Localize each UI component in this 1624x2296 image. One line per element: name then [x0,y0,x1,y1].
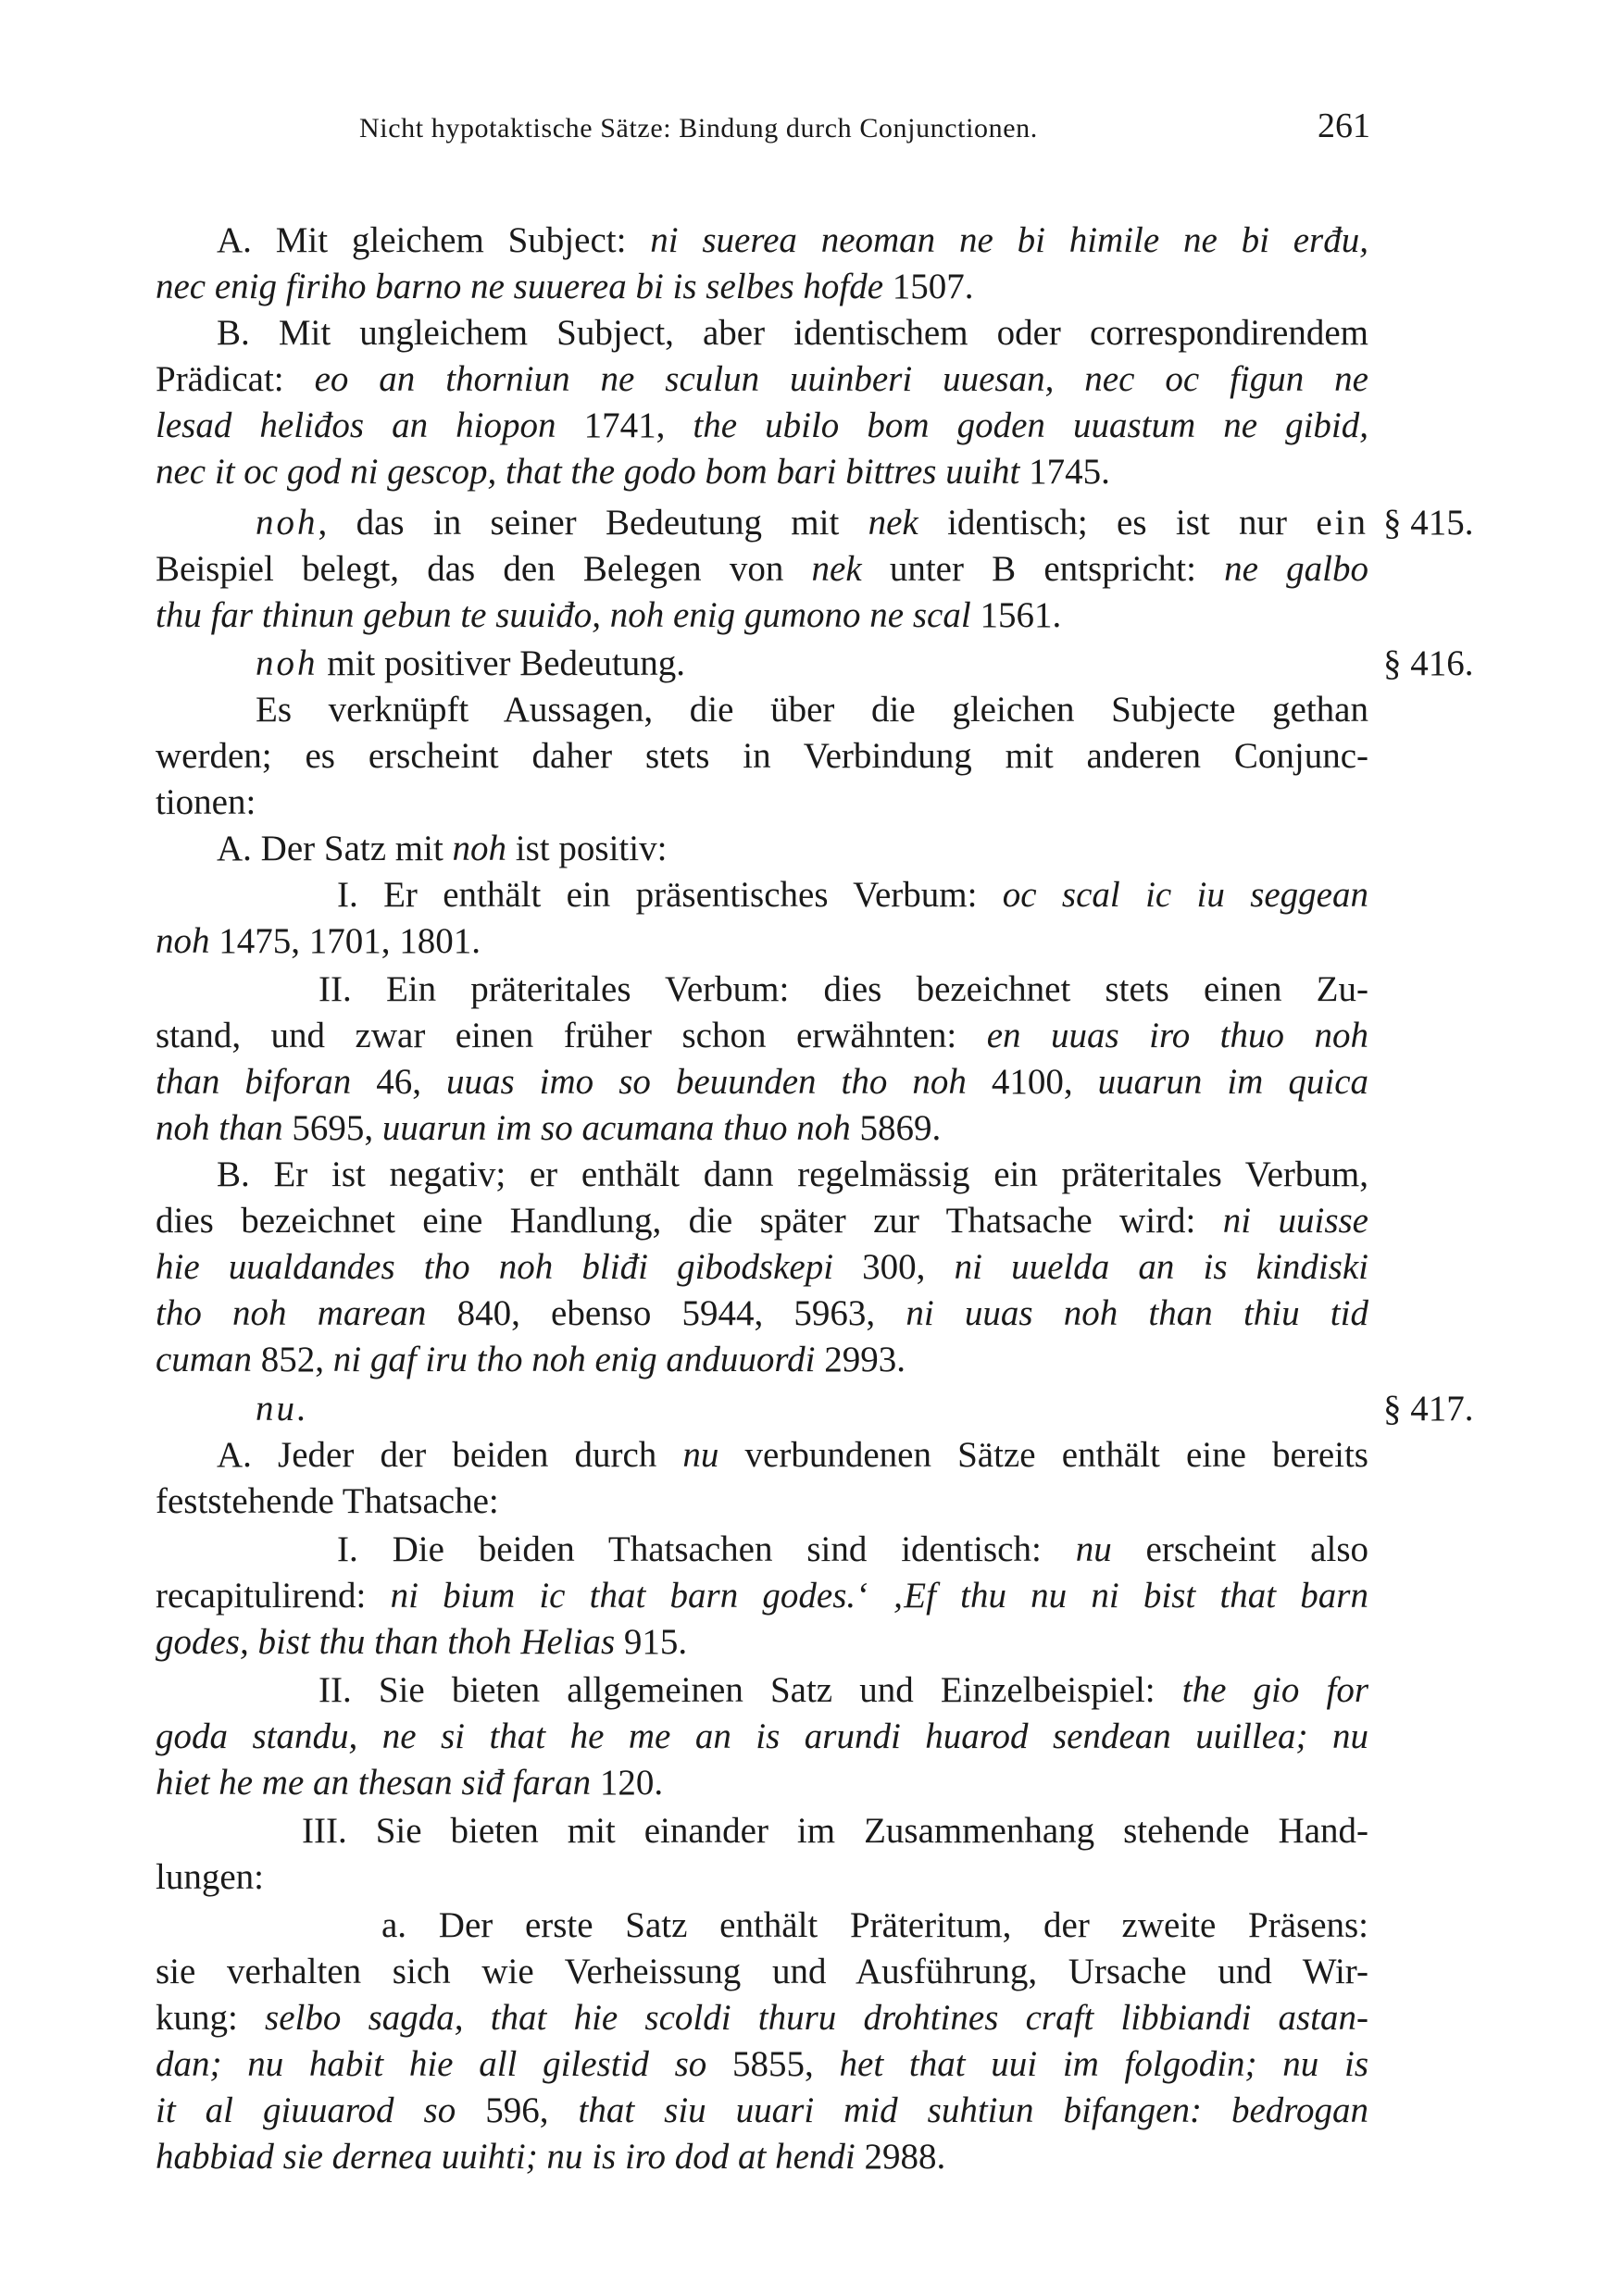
text-segment: kung: [156,1998,266,2038]
text-line [381,1903,1368,1949]
text-segment: selbo sagda, that hie scoldi thuru drohtines craft libbiandi astan- [265,1998,1368,2038]
text-segment: uuarun im quica [1097,1062,1369,1102]
text-segment: nek [868,503,918,543]
section-marker: § 417. [1383,1389,1474,1429]
text-segment: nec enig firiho barno ne suuerea bi is selbes hofde [156,267,884,306]
text-segment: 300, [833,1247,955,1287]
text-line [156,1244,1368,1291]
text-segment: 1745. [1019,452,1110,492]
page-number: 261 [1318,106,1370,145]
text-segment: cuman [156,1340,252,1379]
text-segment: sie verhalten sich wie Verheissung und Ausführung, Ursache und Wir- [156,1952,1368,1991]
text-line [217,1432,1368,1479]
text-line [156,403,1368,449]
text-line [337,1527,1368,1573]
text-segment: Jeder der beiden durch [278,1435,683,1475]
text-line [337,872,1368,918]
text-line [319,1667,1368,1714]
text-segment: erscheint also [1111,1529,1368,1569]
text-segment: oc scal ic iu seggean [1002,875,1368,915]
running-head: Nicht hypotaktische Sätze: Bindung durch Conjunctionen. [359,113,1038,144]
text-line [156,1949,1368,1995]
text-line [156,1714,1368,1760]
text-line [156,1105,1368,1152]
text-segment: Der Satz mit [260,829,453,868]
text-segment: 5869. [850,1108,942,1148]
text-segment: tionen: [156,782,256,822]
text-segment: Der erste Satz enthält Präteritum, der zweite Präsens: [438,1905,1369,1945]
text-line [156,1760,1368,1806]
text-line [156,1337,1368,1383]
text-segment: that siu uuari mid suhtiun bifangen: bedrogan [578,2090,1369,2130]
text-segment: godes, bist thu than thoh Helias [156,1622,616,1662]
text-segment: dies bezeichnet eine Handlung, die später zur Thatsache wird: [156,1201,1223,1241]
text-segment: nec it oc god ni gescop, that the godo bom bari bittres uuiht [156,452,1020,492]
text-line [156,1198,1368,1244]
text-line [156,918,1368,965]
text-line [156,1854,1368,1901]
text-segment: het that uui im folgodin; nu is [839,2044,1368,2084]
text-segment: ni bium ic that barn godes.‘ ‚Ef thu nu ni bist that barn [390,1576,1368,1616]
text-segment: Prädicat: [156,359,315,399]
text-line [156,1059,1368,1105]
text-segment: II. [319,1670,379,1710]
text-segment: 120. [591,1763,664,1803]
text-line [156,449,1368,495]
text-segment: II. [319,969,386,1009]
text-segment: dan; nu habit hie all gilestid so [156,2044,707,2084]
text-segment: en uuas iro thuo noh [986,1016,1369,1055]
text-segment: eo an thorniun ne sculun uuinberi uuesan, nec oc figun ne [314,359,1368,399]
text-segment: Mit ungleichem Subject, aber identischem oder correspondirendem [278,313,1369,353]
text-segment: nu [1075,1529,1112,1569]
text-segment: lungen: [156,1857,264,1897]
section-marker: § 416. [1383,643,1474,683]
text-segment: ni gaf iru tho noh enig anduuordi [332,1340,816,1379]
text-segment: verbundenen Sätze enthält eine bereits [718,1435,1368,1475]
text-segment: 852, [251,1340,333,1379]
text-segment: Beispiel belegt, das den Belegen von [156,549,812,589]
text-line [217,310,1368,356]
text-line [156,2134,1368,2180]
text-segment: 596, [456,2090,579,2130]
text-segment: Ein präteritales Verbum: dies bezeichnet stets einen Zu- [385,969,1368,1009]
text-segment: Er enthält ein präsentisches Verbum: [383,875,1003,915]
text-segment: a. [381,1905,439,1945]
text-line [302,1808,1368,1854]
text-segment: ni uuelda an is kindiski [954,1247,1368,1287]
text-line [156,1479,1368,1525]
text-segment: the ubilo bom goden uuastum ne gibid, [693,406,1368,445]
text-segment: tho noh marean [156,1293,427,1333]
text-line [156,1291,1368,1337]
text-segment: 915. [615,1622,688,1662]
text-segment: 1741, [556,406,693,445]
text-segment: the gio for [1181,1670,1369,1710]
text-segment: nu. [256,1389,309,1429]
text-segment: noh [156,921,210,961]
text-line [256,1386,1368,1432]
text-segment: 1561. [970,595,1062,635]
text-segment: A. [217,220,276,260]
text-segment: 2988. [855,2137,946,2177]
text-segment: goda standu, ne si that he me an is arundi huarod sendean uuillea; nu [156,1716,1368,1756]
text-segment: stand, und zwar einen früher schon erwähnten: [156,1016,987,1055]
text-segment: ne galbo [1224,549,1368,589]
text-line [156,733,1368,780]
text-segment: nu [682,1435,719,1475]
text-segment: Es verknüpft Aussagen, die über die gleichen Subjecte gethan [256,690,1368,730]
text-line [156,1619,1368,1666]
text-segment: III. [302,1811,376,1851]
text-segment: werden; es erscheint daher stets in Verbindung mit anderen Conjunc- [156,736,1368,776]
text-segment: A. [217,1435,279,1475]
text-segment: 5855, [706,2044,840,2084]
text-line [156,264,1368,310]
text-segment: Sie bieten mit einander im Zusammenhang stehende Hand- [375,1811,1369,1851]
text-segment: than biforan [156,1062,352,1102]
text-line [156,2041,1368,2088]
text-segment: B. [217,313,279,353]
text-segment: Mit gleichem Subject: [275,220,651,260]
text-segment: it al giuuarod so [156,2090,456,2130]
text-segment: noh [256,643,319,683]
text-line [156,1013,1368,1059]
text-segment: lesad heliđos an hiopon [156,406,556,445]
text-segment: feststehende Thatsache: [156,1481,499,1521]
text-segment: , das in seiner Bedeutung mit [318,503,868,543]
text-line [217,1152,1368,1198]
text-segment: thu far thinun gebun te suuiđo, noh enig gumono ne scal [156,595,971,635]
text-segment: A. [217,829,261,868]
text-line [217,218,1368,264]
text-segment: 5695, [282,1108,382,1148]
text-segment: habbiad sie dernea uuihti; nu is iro dod at hendi [156,2137,856,2177]
text-line [156,593,1368,639]
text-segment: Die beiden Thatsachen sind identisch: [392,1529,1076,1569]
text-segment: unter B entspricht: [861,549,1225,589]
text-line [256,641,1368,687]
text-segment: hie uualdandes tho noh bliđi gibodskepi [156,1247,834,1287]
text-line [156,780,1368,826]
text-segment: mit positiver Bedeutung. [318,643,685,683]
text-line [217,826,1368,872]
text-line [156,356,1368,403]
text-line [256,687,1368,733]
text-segment: hiet he me an thesan siđ faran [156,1763,592,1803]
text-segment: noh [452,829,507,868]
text-line [156,2088,1368,2134]
text-segment: 4100, [966,1062,1098,1102]
text-segment: ni uuas noh than thiu tid [906,1293,1368,1333]
text-segment: uuas imo so beuunden tho noh [445,1062,967,1102]
text-line [256,500,1368,546]
text-segment: 46, [351,1062,446,1102]
text-segment: noh [256,503,319,543]
text-segment: Er ist negativ; er enthält dann regelmässig ein präteritales Verbum, [273,1154,1368,1194]
text-segment: identisch; es ist nur [918,503,1317,543]
text-segment: ist positiv: [506,829,668,868]
text-segment: 840, ebenso 5944, 5963, [426,1293,906,1333]
text-line [156,1573,1368,1619]
text-line [156,1995,1368,2041]
text-segment: ni suerea neoman ne bi himile ne bi erđu, [650,220,1368,260]
text-segment: 1475, 1701, 1801. [209,921,481,961]
text-segment: nek [811,549,862,589]
text-segment: B. [217,1154,274,1194]
text-segment: noh than [156,1108,283,1148]
section-marker: § 415. [1383,503,1474,543]
text-segment: Sie bieten allgemeinen Satz und Einzelbeispiel: [378,1670,1182,1710]
text-segment: 2993. [815,1340,906,1379]
text-segment: uuarun im so acumana thuo noh [381,1108,851,1148]
text-segment: ni uuisse [1222,1201,1368,1241]
text-segment: 1507. [883,267,974,306]
text-segment: I. [337,1529,393,1569]
text-line [156,546,1368,593]
text-segment: ein [1316,503,1368,543]
text-segment: recapitulirend: [156,1576,391,1616]
text-line [319,967,1368,1013]
text-segment: I. [337,875,384,915]
